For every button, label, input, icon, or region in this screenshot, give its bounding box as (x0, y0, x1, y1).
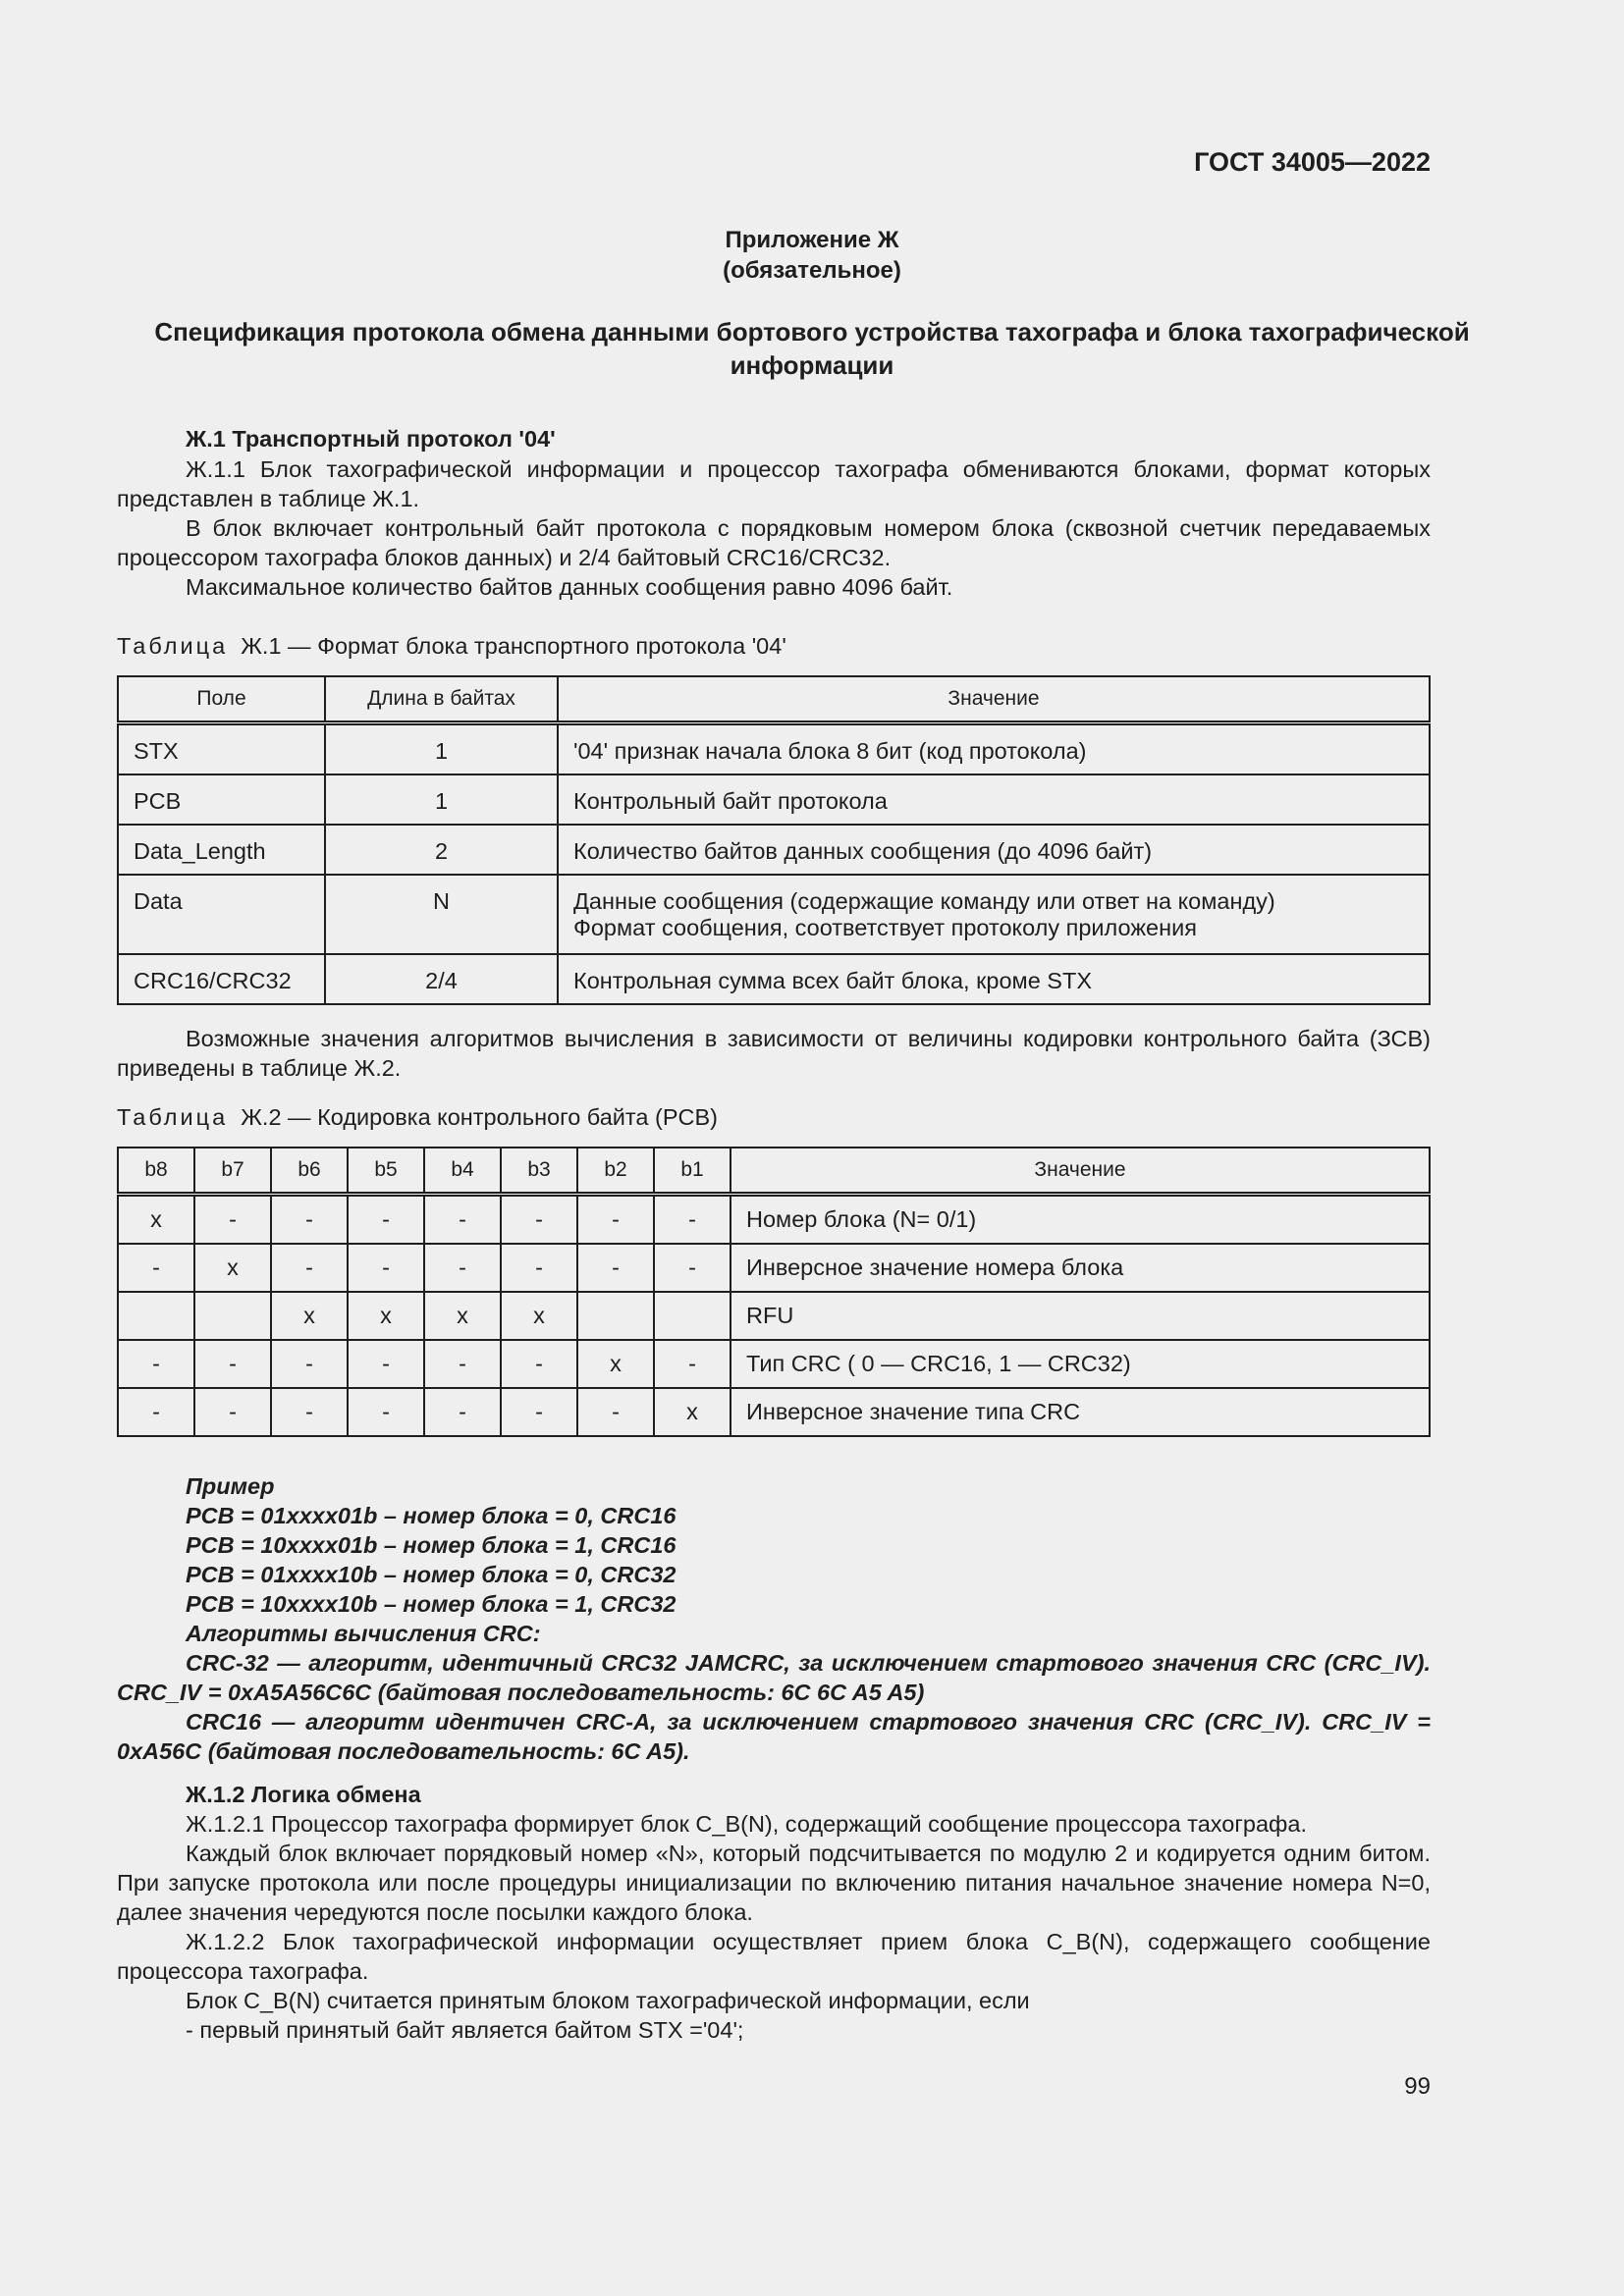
example-line: CRC-32 — алгоритм, идентичный CRC32 JAMCRC, за исключением стартового значения CRC (CRC_IV). CRC_IV = 0xA5A56C6C (байтовая последовательность: 6C 6C A5 A5) (117, 1650, 1431, 1705)
cell-value (558, 875, 1430, 954)
column-header: b4 (424, 1148, 501, 1195)
table-row (118, 774, 1430, 825)
table-caption-text: Ж.2 — Кодировка контрольного байта (PCB) (241, 1104, 718, 1130)
cell-bit: - (118, 1340, 194, 1388)
appendix-heading (0, 225, 1624, 286)
page-number: 99 (1404, 2073, 1431, 2100)
cell-value: '04' признак начала блока 8 бит (код протокола) (558, 723, 1430, 775)
column-header: Поле (118, 676, 325, 723)
table-1 (117, 675, 1431, 1005)
cell-value: Номер блока (N= 0/1) (731, 1195, 1430, 1245)
cell-bit: - (424, 1388, 501, 1436)
table-row (118, 723, 1430, 775)
table-row (118, 1388, 1430, 1436)
table-header-row (118, 676, 1430, 723)
cell-length: 2/4 (325, 954, 558, 1004)
table-row (118, 1244, 1430, 1292)
cell-bit: x (501, 1292, 577, 1340)
cell-bit: - (194, 1195, 271, 1245)
column-header: b3 (501, 1148, 577, 1195)
paragraph: В блок включает контрольный байт протокола с порядковым номером блока (сквозной счетчик передаваемых процессором тахографа блоков данных) и 2/4 байтовый CRC16/CRC32. (117, 515, 1431, 570)
cell-bit (654, 1292, 731, 1340)
table-caption-text: Ж.1 — Формат блока транспортного протокола '04' (241, 633, 786, 659)
section-1-heading: Ж.1 Транспортный протокол '04' (186, 426, 556, 452)
cell-bit: x (577, 1340, 654, 1388)
column-header: b7 (194, 1148, 271, 1195)
table-row (118, 825, 1430, 875)
cell-value: Контрольный байт протокола (558, 774, 1430, 825)
cell-bit: x (194, 1244, 271, 1292)
cell-field: CRC16/CRC32 (118, 954, 325, 1004)
cell-bit (577, 1292, 654, 1340)
cell-bit: - (271, 1195, 348, 1245)
cell-field: PCB (118, 774, 325, 825)
cell-bit: - (654, 1244, 731, 1292)
cell-bit: - (654, 1195, 731, 1245)
cell-bit: - (348, 1244, 424, 1292)
cell-bit: - (424, 1195, 501, 1245)
column-header: b1 (654, 1148, 731, 1195)
section-2 (117, 1780, 1431, 2045)
cell-bit: - (348, 1340, 424, 1388)
table-row (118, 1292, 1430, 1340)
example-line: PCB = 10xxxx10b – номер блока = 1, CRC32 (186, 1591, 677, 1617)
cell-bit: - (271, 1244, 348, 1292)
table-row (118, 875, 1430, 954)
cell-bit: - (424, 1340, 501, 1388)
paragraph: Возможные значения алгоритмов вычисления в зависимости от величины кодировки контрольного байта (ЗСВ) приведены в таблице Ж.2. (117, 1026, 1431, 1081)
table-row (118, 954, 1430, 1004)
column-header: Значение (558, 676, 1430, 723)
cell-bit (194, 1292, 271, 1340)
appendix-status: (обязательное) (723, 257, 901, 284)
cell-bit: - (194, 1388, 271, 1436)
cell-bit: x (348, 1292, 424, 1340)
table-row (118, 1340, 1430, 1388)
table-2-caption (117, 1104, 718, 1131)
column-header: b6 (271, 1148, 348, 1195)
example-line: PCB = 10xxxx01b – номер блока = 1, CRC16 (186, 1532, 677, 1558)
paragraph: Ж.1.2.2 Блок тахографической информации осуществляет прием блока C_B(N), содержащего сообщение процессора тахографа. (117, 1929, 1431, 1984)
cell-bit: - (577, 1244, 654, 1292)
cell-bit: - (271, 1340, 348, 1388)
paragraph: Ж.1.1 Блок тахографической информации и процессор тахографа обмениваются блоками, формат которых представлен в таблице Ж.1. (117, 456, 1431, 511)
cell-bit: - (501, 1244, 577, 1292)
section-1 (117, 424, 1431, 602)
example-label: Пример (186, 1473, 275, 1499)
cell-bit: x (118, 1195, 194, 1245)
table-2 (117, 1147, 1431, 1437)
cell-bit: - (424, 1244, 501, 1292)
cell-value: RFU (731, 1292, 1430, 1340)
cell-bit: - (654, 1340, 731, 1388)
table-caption-prefix: Таблица (117, 633, 229, 659)
example-block (117, 1471, 1431, 1766)
cell-bit: - (271, 1388, 348, 1436)
cell-bit: - (577, 1195, 654, 1245)
paragraph: Блок C_B(N) считается принятым блоком тахографической информации, если (186, 1988, 1030, 2013)
cell-value-line: Данные сообщения (содержащие команду или ответ на команду) (573, 888, 1275, 914)
example-line: Алгоритмы вычисления CRC: (186, 1621, 541, 1646)
mid-text (117, 1024, 1431, 1083)
cell-bit: x (271, 1292, 348, 1340)
cell-bit: - (501, 1388, 577, 1436)
column-header: Длина в байтах (325, 676, 558, 723)
cell-value: Тип CRC ( 0 — CRC16, 1 — CRC32) (731, 1340, 1430, 1388)
table-1-caption (117, 633, 786, 660)
cell-length: N (325, 875, 558, 954)
column-header: b5 (348, 1148, 424, 1195)
column-header: b2 (577, 1148, 654, 1195)
example-line: PCB = 01xxxx10b – номер блока = 0, CRC32 (186, 1562, 677, 1587)
standard-number: ГОСТ 34005—2022 (1194, 147, 1431, 177)
cell-bit: - (118, 1388, 194, 1436)
cell-bit: - (501, 1195, 577, 1245)
table-header-row (118, 1148, 1430, 1195)
cell-length: 1 (325, 723, 558, 775)
column-header: b8 (118, 1148, 194, 1195)
table-row (118, 1195, 1430, 1245)
cell-bit: - (118, 1244, 194, 1292)
paragraph: Максимальное количество байтов данных сообщения равно 4096 байт. (186, 574, 953, 600)
cell-bit: - (501, 1340, 577, 1388)
cell-bit: - (577, 1388, 654, 1436)
cell-field: Data_Length (118, 825, 325, 875)
example-line: CRC16 — алгоритм идентичен CRC-A, за исключением стартового значения CRC (CRC_IV). CRC_IV = 0xA56C (байтовая последовательность: 6C A5). (117, 1709, 1431, 1764)
cell-value: Количество байтов данных сообщения (до 4096 байт) (558, 825, 1430, 875)
cell-field: Data (118, 875, 325, 954)
cell-length: 1 (325, 774, 558, 825)
cell-bit: - (348, 1388, 424, 1436)
example-line: PCB = 01xxxx01b – номер блока = 0, CRC16 (186, 1503, 677, 1528)
table-caption-prefix: Таблица (117, 1104, 229, 1130)
cell-field: STX (118, 723, 325, 775)
cell-bit (118, 1292, 194, 1340)
cell-value: Инверсное значение типа CRC (731, 1388, 1430, 1436)
specification-title: Спецификация протокола обмена данными бортового устройства тахографа и блока тахографической информации (154, 317, 1470, 380)
cell-value-line: Формат сообщения, соответствует протоколу приложения (573, 915, 1197, 940)
cell-length: 2 (325, 825, 558, 875)
paragraph: Ж.1.2.1 Процессор тахографа формирует блок C_B(N), содержащий сообщение процессора тахографа. (186, 1811, 1307, 1837)
column-header: Значение (731, 1148, 1430, 1195)
cell-value: Контрольная сумма всех байт блока, кроме STX (558, 954, 1430, 1004)
appendix-title: Приложение Ж (725, 227, 899, 253)
cell-bit: x (654, 1388, 731, 1436)
paragraph: - первый принятый байт является байтом STX ='04'; (186, 2017, 744, 2043)
section-2-heading: Ж.1.2 Логика обмена (186, 1782, 421, 1807)
cell-bit: - (348, 1195, 424, 1245)
cell-value: Инверсное значение номера блока (731, 1244, 1430, 1292)
cell-bit: x (424, 1292, 501, 1340)
paragraph: Каждый блок включает порядковый номер «N», который подсчитывается по модулю 2 и кодируется одним битом. При запуске протокола или после процедуры инициализации по включению питания начальное значение номера N=0, далее значения чередуются после посылки каждого блока. (117, 1841, 1431, 1925)
cell-bit: - (194, 1340, 271, 1388)
